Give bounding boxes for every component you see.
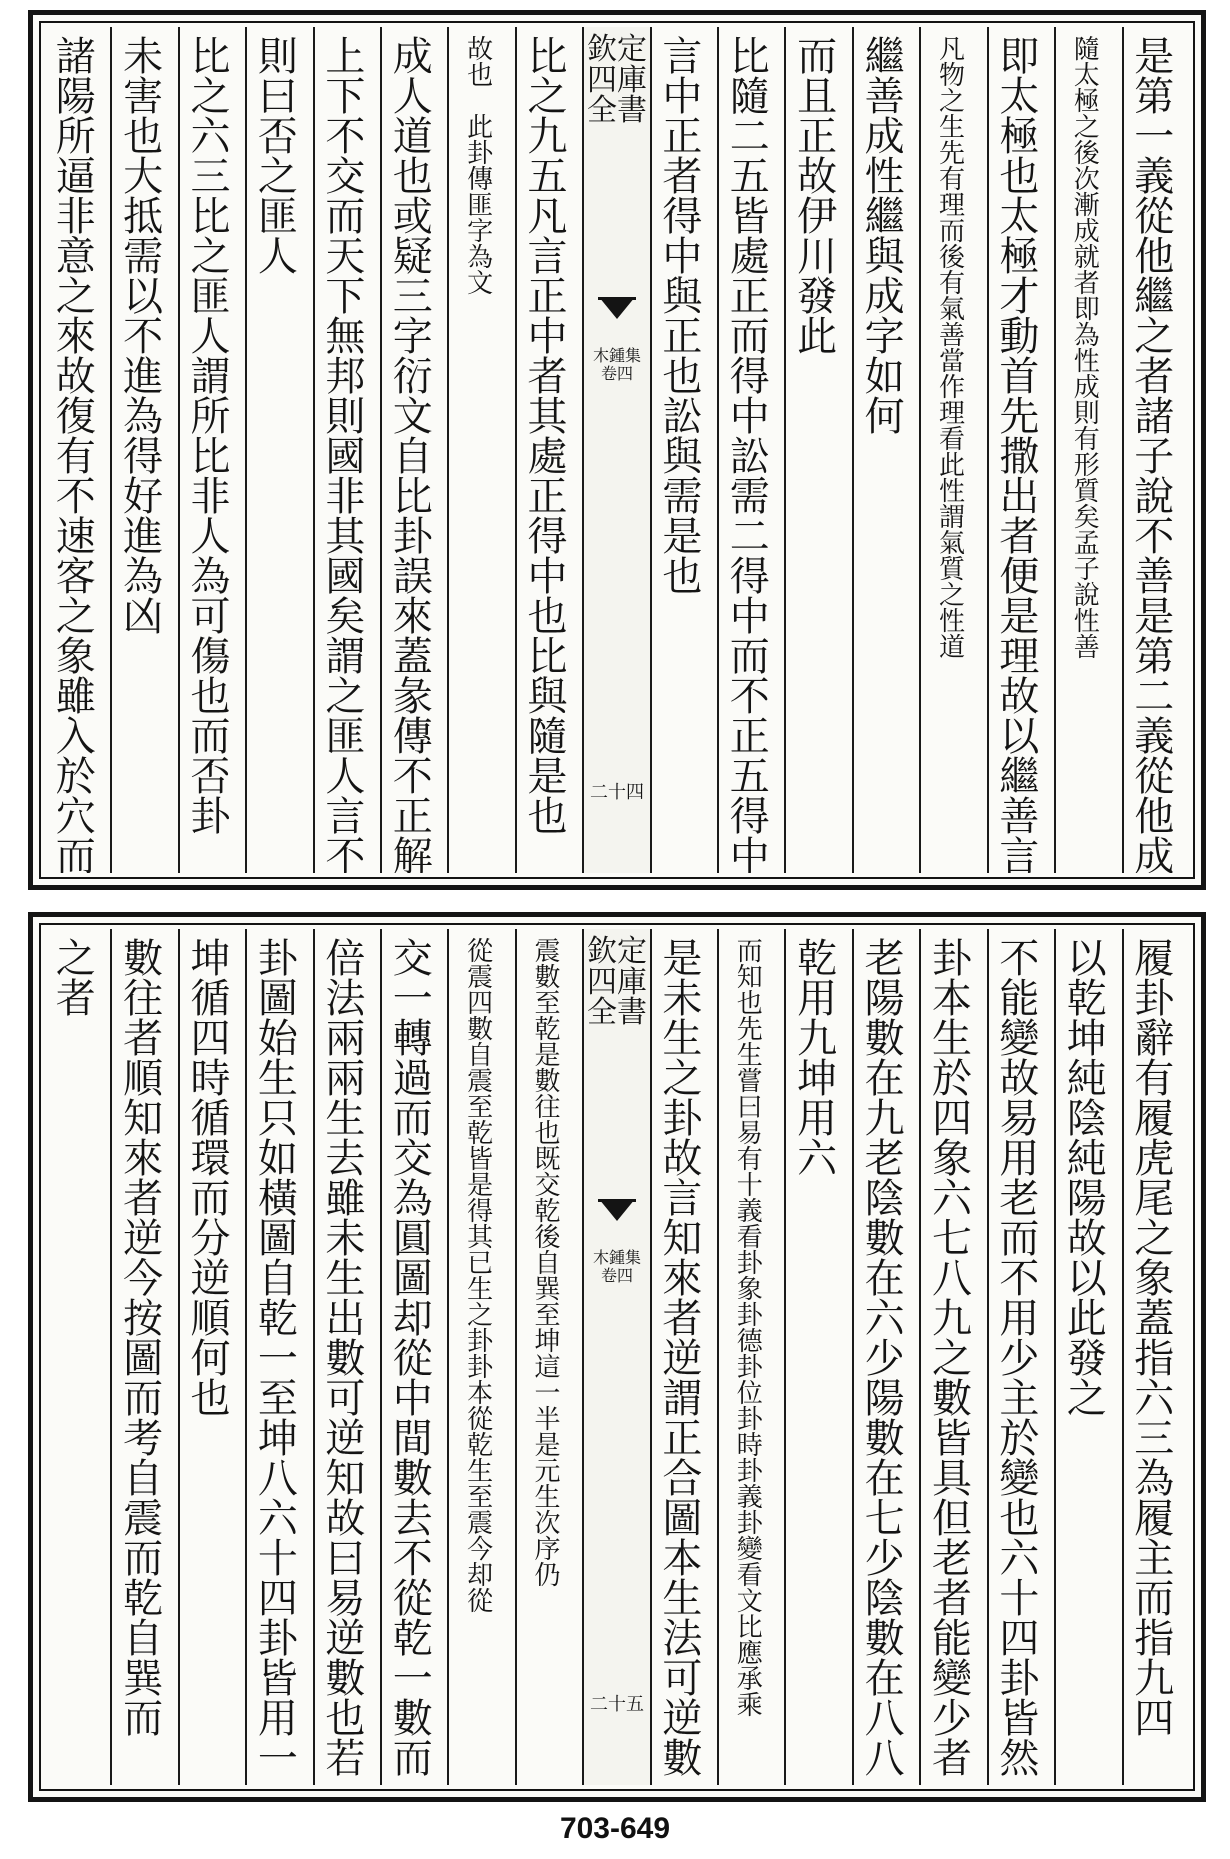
- text-column: [1124, 929, 1189, 1785]
- column-text: 比之九五凡言正中者其處正得中也比與隨是也: [527, 34, 574, 840]
- center-fold-column: [584, 27, 651, 873]
- text-column: [652, 929, 719, 1785]
- column-text: 凡物之生先有理而後有氣善當作理看此性謂氣質之性道: [938, 35, 969, 663]
- center-fold-column: [584, 929, 651, 1785]
- text-column: [786, 27, 853, 873]
- column-text: 言中正者得中與正也訟與需是也: [662, 34, 709, 600]
- text-column: [449, 929, 516, 1785]
- column-text: 震數至乾是數往也既交乾後自巽至坤這一半是元生次序仍: [534, 937, 565, 1591]
- text-column: [921, 929, 988, 1785]
- column-text: 不能變故易用老而不用少主於變也六十四卦皆然: [999, 936, 1046, 1782]
- page-number: 二十四: [589, 782, 644, 804]
- book-title: 欽定四庫全書: [586, 32, 647, 129]
- book-title: 欽定四庫全書: [586, 934, 647, 1031]
- fish-tail-mark: [598, 297, 635, 328]
- column-text: 乾用九坤用六: [797, 936, 844, 1182]
- column-text: 坤循四時循環而分逆順何也: [190, 936, 237, 1422]
- column-text: 成人道也或疑三字衍文自比卦誤來蓋彖傳不正解: [392, 34, 439, 873]
- column-text: 從震四數自震至乾皆是得其已生之卦卦本從乾生至震今却從: [467, 937, 498, 1617]
- column-text: 是未生之卦故言知來者逆謂正合圖本生法可逆數: [662, 936, 709, 1782]
- text-column: [45, 27, 112, 873]
- column-text: 隨太極之後次漸成就者即為性成則有形質矣孟子說性善: [1073, 35, 1104, 663]
- column-text: 卦本生於四象六七八九之數皆具但老者能變少者: [931, 936, 978, 1782]
- fish-tail-mark: [598, 1199, 635, 1230]
- text-column: [719, 929, 786, 1785]
- column-text: 繼善成性繼與成字如何: [864, 34, 911, 440]
- text-column: [719, 27, 786, 873]
- text-column: [854, 27, 921, 873]
- text-column: [315, 27, 382, 873]
- text-column: [652, 27, 719, 873]
- column-text: 倍法兩兩生去雖未生出數可逆知故曰易逆數也若: [325, 936, 372, 1782]
- text-column: [382, 27, 449, 873]
- page-bottom: [28, 912, 1206, 1802]
- column-text: 交一轉過而交為圓圖却從中間數去不從乾一數而: [392, 936, 439, 1782]
- columns-top: [45, 27, 1189, 873]
- column-text: 則曰否之匪人: [257, 34, 304, 280]
- text-column: [786, 929, 853, 1785]
- text-column: [921, 27, 988, 873]
- column-text: 履卦辭有履虎尾之象蓋指六三為履主而指九四: [1134, 936, 1181, 1742]
- column-text: 未害也大抵需以不進為得好進為凶: [123, 34, 170, 640]
- text-column: [180, 27, 247, 873]
- columns-bottom: [45, 929, 1189, 1785]
- text-column: [517, 929, 584, 1785]
- column-text: 即太極也太極才動首先撒出者便是理故以繼善言: [999, 34, 1046, 873]
- volume-label: 木鍾集 卷四: [592, 1248, 641, 1285]
- column-text: 之者: [55, 936, 102, 1022]
- column-text: 比隨二五皆處正而得中訟需二得中而不正五得中: [729, 34, 776, 873]
- page-number: 二十五: [589, 1694, 644, 1716]
- text-column: [315, 929, 382, 1785]
- text-column: [854, 929, 921, 1785]
- text-column: [112, 27, 179, 873]
- column-text: 上下不交而天下無邦則國非其國矣謂之匪人言不: [325, 34, 372, 873]
- column-text: 而知也先生嘗曰易有十義看卦象卦德卦位卦時卦義卦變看文比應承乘: [736, 937, 767, 1721]
- text-column: [517, 27, 584, 873]
- column-text: 卦圖始生只如橫圖自乾一至坤八六十四卦皆用一: [257, 936, 304, 1782]
- volume-label: 木鍾集 卷四: [592, 346, 641, 383]
- column-text: 以乾坤純陰純陽故以此發之: [1066, 936, 1113, 1422]
- text-column: [247, 929, 314, 1785]
- text-column: [1056, 27, 1123, 873]
- column-text: 老陽數在九老陰數在六少陽數在七少陰數在八八: [864, 936, 911, 1782]
- column-text: 比之六三比之匪人謂所比非人為可傷也而否卦: [190, 34, 237, 840]
- text-column: [112, 929, 179, 1785]
- text-column: [1056, 929, 1123, 1785]
- text-column: [1124, 27, 1189, 873]
- text-column: [247, 27, 314, 873]
- column-text: 數往者順知來者逆今按圖而考自震而乾自巽而: [123, 936, 170, 1742]
- text-column: [989, 27, 1056, 873]
- column-text: 而且正故伊川發此: [797, 34, 844, 360]
- page-top: [28, 10, 1206, 890]
- text-column: [989, 929, 1056, 1785]
- column-text: 故也此卦傳匪字為文: [467, 35, 498, 299]
- text-column: [45, 929, 112, 1785]
- text-column: [180, 929, 247, 1785]
- text-column: [382, 929, 449, 1785]
- column-text: 諸陽所逼非意之來故復有不速客之象雖入於穴而: [55, 34, 102, 873]
- column-text: 是第一義從他繼之者諸子說不善是第二義從他成: [1134, 34, 1181, 873]
- text-column: [449, 27, 516, 873]
- page-footer-number: 703-649: [559, 1812, 671, 1845]
